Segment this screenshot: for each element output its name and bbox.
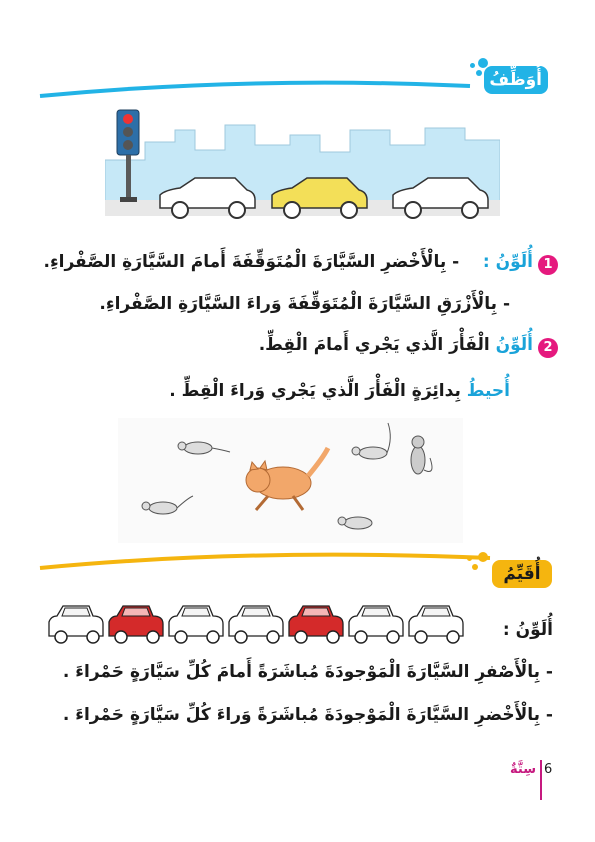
item1-number-badge: 1 [538,255,558,275]
item2-instruction2: بِدائِرَةٍ الْفَأْرَ الَّذي يَجْري وَراءَ الْقِطِّ . [169,381,461,401]
item2-line2 [169,381,510,401]
item2-line1 [259,335,533,355]
car-icon [349,606,403,643]
cars-row-illustration [45,600,475,645]
item2-label2: أُحيطُ [466,381,510,401]
car-icon [49,606,103,643]
section2-line2: - بِالْأَخْضرِ السَّيَّارَةَ الْمَوْجودَةَ مُباشَرَةً وَراءَ كُلِّ سَيَّارَةٍ حَمْراءَ . [62,705,553,725]
car-icon [109,606,163,643]
item1-label: أُلَوِّنُ : [482,252,533,272]
page-number: 6 [544,762,553,777]
item2-label: أُلَوِّنُ [495,335,533,355]
item1-line1 [44,252,534,272]
section2-label: أُلَوِّنُ : [502,620,553,640]
car-icon [229,606,283,643]
section2-line1: - بِالْأَصْفرِ السَّيَّارَةَ الْمَوْجودَةَ مُباشَرَةً أَمامَ كُلِّ سَيَّارَةٍ حَمْراءَ . [62,662,553,682]
section2-badge: أُقَيِّمُ [492,560,552,588]
car-icon [289,606,343,643]
section1-badge: أُوَظِّفُ [484,66,548,94]
car-icon [409,606,463,643]
footer-divider [540,760,542,800]
item1-instruction1: - بِالْأَخْضرِ السَّيَّارَةَ الْمُتَوَقِّفَةَ أَمامَ السَّيَّارَةِ الصَّفْراءِ. [43,252,460,272]
city-traffic-illustration [105,100,500,230]
item2-instruction1: الْفَأْرَ الَّذي يَجْري أَمامَ الْقِطِّ. [258,335,490,355]
cat-mice-illustration [118,418,463,543]
item2-number-badge: 2 [538,338,558,358]
item1-line2: - بِالْأَزْرَقِ السَّيَّارَةَ الْمُتَوَقِّفَةَ وَراءَ السَّيَّارَةِ الصَّفْراءِ. [99,294,510,314]
page-word: سِتَّةٌ [510,762,536,777]
car-icon [169,606,223,643]
